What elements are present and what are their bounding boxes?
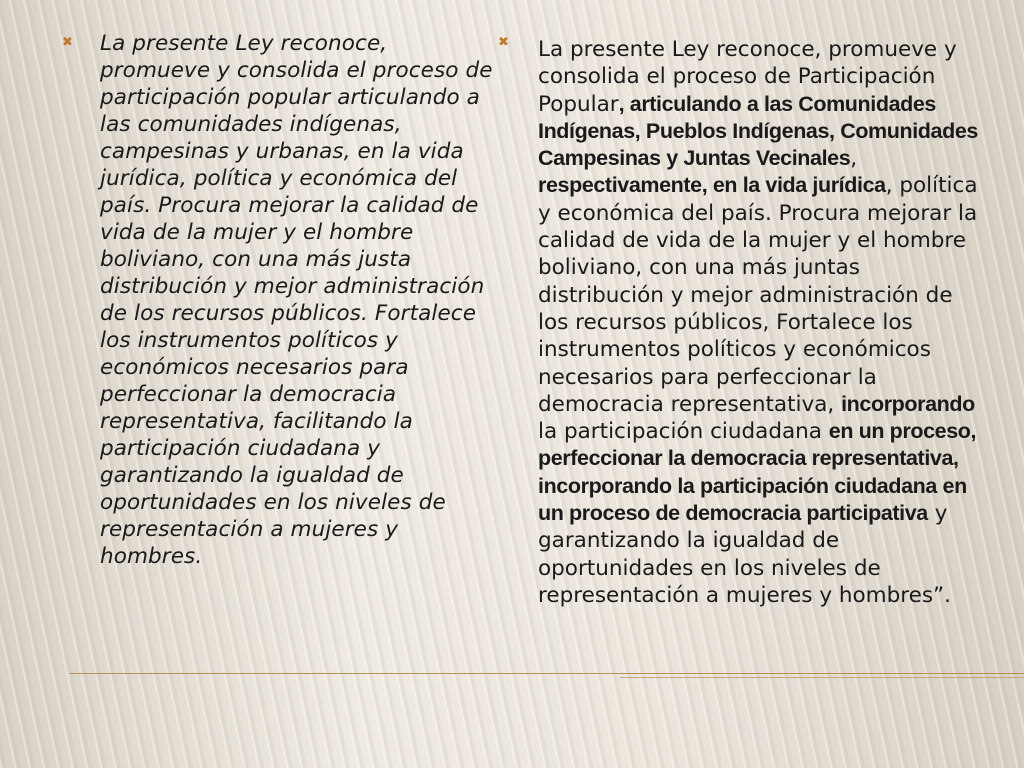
right-text-segment-8: en un proceso, perfeccionar la democracia representativa, incorporando la participación ciudadana en un proceso de democracia participativa <box>538 419 977 526</box>
right-text-segment-5: , política y económica del país. Procura mejorar la calidad de vida de la mujer y el hombre boliviano, con una más juntas distribución y mejor administración de los recursos públicos, Fortalece los instrumentos políticos y económicos necesarios para perfeccionar la democracia representativa, <box>538 173 978 417</box>
right-text-segment-4: respectivamente, en la vida jurídica <box>538 173 886 198</box>
footer-divider-line <box>70 673 1024 674</box>
footer-divider-line-right <box>620 677 1024 678</box>
right-paragraph <box>538 36 988 609</box>
right-text-segment-7: la participación ciudadana <box>538 419 829 445</box>
x-cross-bullet-icon: ✖ <box>498 35 509 50</box>
right-text-segment-2: , articulando a las Comunidades Indígenas, Pueblos Indígenas, Comunidades Campesinas y Juntas Vecinales <box>538 91 978 171</box>
right-text-segment-3: , <box>850 146 858 172</box>
right-text-segment-1: La presente Ley reconoce, promueve y consolida el proceso de Participación Popular <box>538 37 957 117</box>
right-text-segment-9: y garantizando la igualdad de oportunidades en los niveles de representación a mujeres y hombres”. <box>538 501 952 608</box>
left-paragraph: La presente Ley reconoce, promueve y consolida el proceso de participación popular articulando a las comunidades indígenas, campesinas y urbanas, en la vida jurídica, política y económica del país. Procura mejorar la calidad de vida de la mujer y el hombre boliviano, con una más justa distribución y mejor administración de los recursos públicos. Fortalece los instrumentos políticos y económicos necesarios para perfeccionar la democracia representativa, facilitando la participación ciudadana y garantizando la igualdad de oportunidades en los niveles de representación a mujeres y hombres. <box>100 31 493 569</box>
x-cross-bullet-icon: ✖ <box>62 35 73 50</box>
right-text-segment-6: incorporando <box>841 391 975 416</box>
